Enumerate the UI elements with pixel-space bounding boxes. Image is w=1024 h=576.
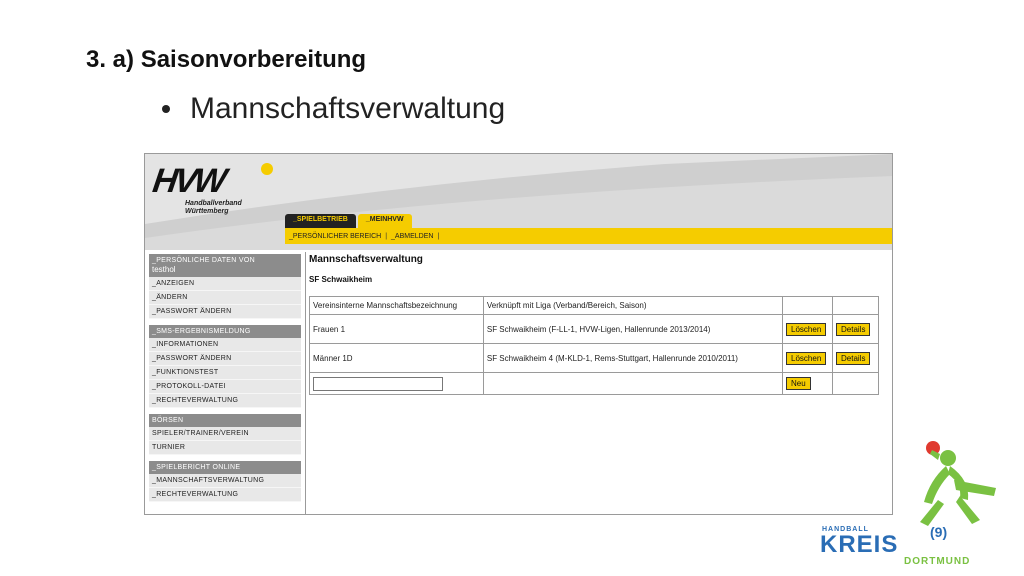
sidebar-item-spieler-trainer[interactable]: SPIELER/TRAINER/VEREIN (149, 427, 301, 441)
sidebar-item-rechteverwaltung-sms[interactable]: _RECHTEVERWALTUNG (149, 394, 301, 408)
table-cell-empty (833, 297, 879, 315)
sidebar-group-spielbericht (149, 461, 301, 502)
subnav-separator: | (385, 232, 388, 240)
table-cell (310, 373, 484, 395)
slide-bullet (162, 92, 505, 126)
logo-subtitle: Handballverband Württemberg (185, 200, 242, 215)
sidebar-item-aendern[interactable]: _ÄNDERN (149, 291, 301, 305)
brand-top-text: HANDBALL (822, 526, 869, 533)
sidebar-item-rechteverwaltung[interactable]: _RECHTEVERWALTUNG (149, 488, 301, 502)
new-team-name-input[interactable] (313, 377, 443, 391)
new-team-button[interactable]: Neu (786, 377, 811, 390)
table-cell (833, 344, 879, 373)
sidebar-divider (305, 252, 306, 514)
tab-spielbetrieb[interactable]: _SPIELBETRIEB (285, 214, 356, 228)
sidebar-group-title: _SMS-ERGEBNISMELDUNG (149, 325, 301, 338)
sub-navigation (285, 228, 892, 244)
subnav-abmelden[interactable]: _ABMELDEN (391, 232, 434, 240)
handball-kreis-logo (820, 440, 1000, 570)
slide-bullet-text: Mannschaftsverwaltung (190, 92, 506, 125)
hvw-logo[interactable] (151, 160, 281, 218)
table-cell (783, 315, 833, 344)
table-row (310, 344, 879, 373)
page-title: Mannschaftsverwaltung (309, 254, 423, 265)
screenshot-frame (144, 153, 893, 515)
sidebar-username: testhol (152, 265, 176, 274)
sidebar-group-personal (149, 254, 301, 319)
teams-table (309, 296, 879, 395)
sidebar-item-turnier[interactable]: TURNIER (149, 441, 301, 455)
subnav-separator: | (437, 232, 440, 240)
team-league: SF Schwaikheim (F-LL-1, HVW-Ligen, Hallenrunde 2013/2014) (483, 315, 782, 344)
sidebar-item-protokoll[interactable]: _PROTOKOLL-DATEI (149, 380, 301, 394)
subnav-persoenlicher-bereich[interactable]: _PERSÖNLICHER BEREICH (289, 232, 382, 240)
delete-button[interactable]: Löschen (786, 323, 826, 336)
bullet-dot (162, 105, 170, 113)
sidebar-item-anzeigen[interactable]: _ANZEIGEN (149, 277, 301, 291)
table-cell (833, 315, 879, 344)
details-button[interactable]: Details (836, 352, 870, 365)
table-cell-empty (833, 373, 879, 395)
sidebar-group-title: _SPIELBERICHT ONLINE (149, 461, 301, 474)
sidebar-group-title: _PERSÖNLICHE DATEN VON testhol (149, 254, 301, 277)
sidebar-item-mannschaftsverwaltung[interactable]: _MANNSCHAFTSVERWALTUNG (149, 474, 301, 488)
site-header (145, 154, 892, 250)
table-cell-empty (783, 297, 833, 315)
brand-city-text: DORTMUND (904, 556, 971, 567)
sidebar (149, 254, 301, 508)
logo-word: HVW (150, 162, 227, 200)
new-team-row (310, 373, 879, 395)
delete-button[interactable]: Löschen (786, 352, 826, 365)
column-header-name: Vereinsinterne Mannschaftsbezeichnung (310, 297, 484, 315)
sidebar-group-sms (149, 325, 301, 408)
main-content (309, 254, 885, 388)
tab-meinhvw[interactable]: _MEINHVW (358, 214, 412, 228)
team-name: Frauen 1 (310, 315, 484, 344)
team-league: SF Schwaikheim 4 (M-KLD-1, Rems-Stuttgart, Hallenrunde 2010/2011) (483, 344, 782, 373)
sidebar-group-boersen (149, 414, 301, 455)
sidebar-group-title: BÖRSEN (149, 414, 301, 427)
table-cell-empty (483, 373, 782, 395)
main-tabs (285, 214, 414, 228)
slide-title: 3. a) Saisonvorbereitung (86, 46, 367, 73)
brand-number-text: (9) (930, 524, 948, 540)
table-cell (783, 344, 833, 373)
logo-ball-icon (261, 163, 273, 175)
table-header-row (310, 297, 879, 315)
brand-main-text: KREIS (820, 531, 899, 558)
handball-player-icon (920, 450, 996, 526)
table-cell (783, 373, 833, 395)
sidebar-item-passwort-aendern[interactable]: _PASSWORT ÄNDERN (149, 305, 301, 319)
sidebar-item-funktionstest[interactable]: _FUNKTIONSTEST (149, 366, 301, 380)
table-row (310, 315, 879, 344)
club-name: SF Schwaikheim (309, 275, 373, 284)
sidebar-item-informationen[interactable]: _INFORMATIONEN (149, 338, 301, 352)
column-header-league: Verknüpft mit Liga (Verband/Bereich, Saison) (483, 297, 782, 315)
sidebar-item-sms-passwort[interactable]: _PASSWORT ÄNDERN (149, 352, 301, 366)
team-name: Männer 1D (310, 344, 484, 373)
details-button[interactable]: Details (836, 323, 870, 336)
